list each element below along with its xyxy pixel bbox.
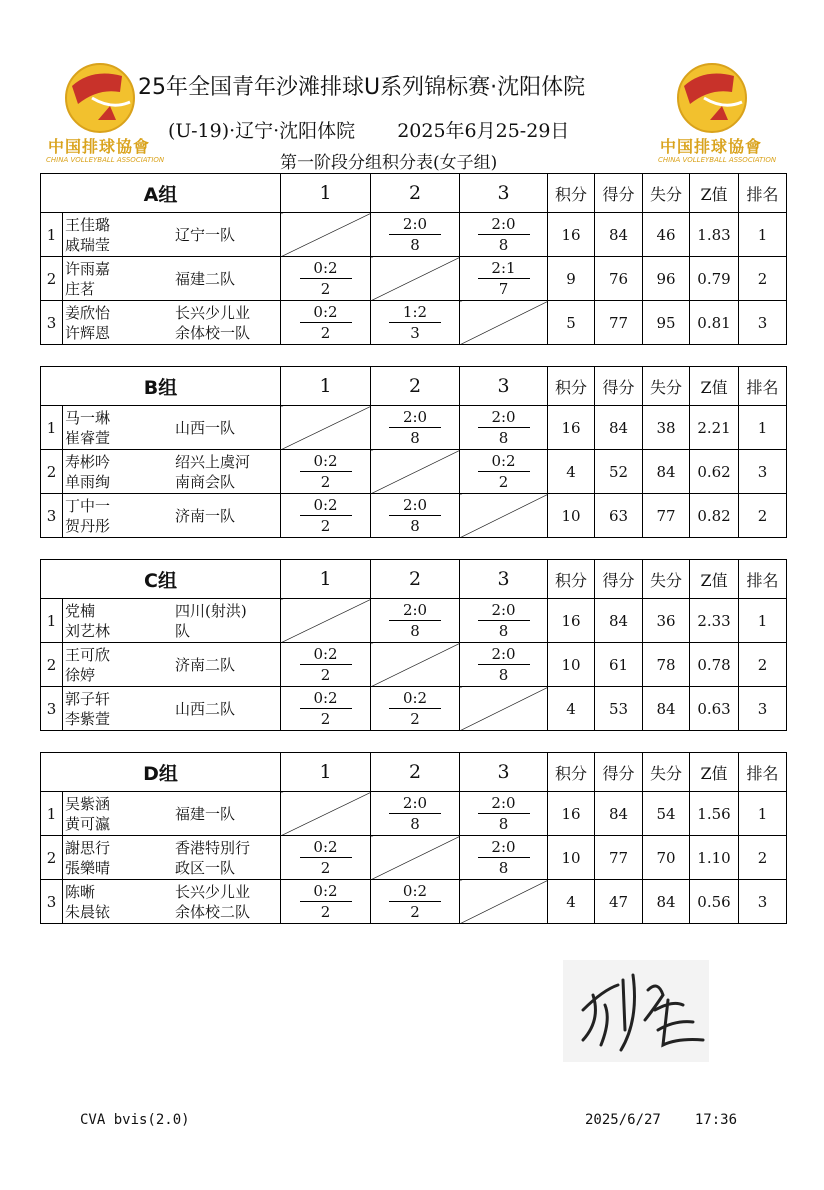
match-result — [371, 301, 460, 345]
z-value: 0.63 — [690, 687, 739, 731]
points-value: 4 — [548, 880, 595, 924]
col-header-2: 2 — [371, 753, 460, 792]
player-name: 謝思行 — [65, 838, 111, 857]
col-header-3: 3 — [460, 174, 548, 213]
z-value: 0.62 — [690, 450, 739, 494]
col-header-points: 积分 — [548, 367, 595, 406]
points-value: 10 — [548, 643, 595, 687]
team-name: 余体校二队 — [175, 902, 251, 921]
rank-value: 3 — [739, 450, 787, 494]
row-number: 3 — [41, 494, 63, 538]
col-header-3: 3 — [460, 560, 548, 599]
won-value: 84 — [595, 599, 643, 643]
group-name: C组 — [41, 560, 281, 599]
match-points: 2 — [320, 324, 331, 342]
group-table — [40, 752, 787, 924]
team-name: 绍兴上虞河 — [175, 452, 251, 471]
match-score: 0:2 — [478, 452, 530, 472]
team-name: 济南二队 — [175, 655, 236, 674]
team-name: 队 — [175, 621, 191, 640]
table-row — [41, 836, 787, 880]
col-header-won: 得分 — [595, 367, 643, 406]
table-row — [41, 450, 787, 494]
match-points: 2 — [320, 517, 331, 535]
col-header-3: 3 — [460, 367, 548, 406]
match-score: 0:2 — [300, 303, 352, 323]
team-name: 福建一队 — [175, 804, 236, 823]
match-score: 0:2 — [300, 689, 352, 709]
self-match-cell — [281, 406, 371, 450]
col-header-1: 1 — [281, 753, 371, 792]
col-header-points: 积分 — [548, 753, 595, 792]
col-header-rank: 排名 — [739, 367, 787, 406]
group-name: B组 — [41, 367, 281, 406]
col-header-rank: 排名 — [739, 753, 787, 792]
lost-value: 54 — [643, 792, 690, 836]
match-points: 2 — [320, 903, 331, 921]
won-value: 77 — [595, 836, 643, 880]
page-title-line2 — [168, 116, 569, 143]
player-name: 朱晨铱 — [65, 902, 111, 921]
lost-value: 84 — [643, 880, 690, 924]
match-points: 2 — [320, 710, 331, 728]
player-name: 寿彬吟 — [65, 452, 111, 471]
footer-version: CVA bvis(2.0) — [80, 1112, 190, 1128]
match-score: 0:2 — [389, 882, 441, 902]
team-name: 福建二队 — [175, 269, 236, 288]
team-name: 长兴少儿业 — [175, 882, 251, 901]
match-points: 7 — [498, 280, 509, 298]
row-number: 2 — [41, 643, 63, 687]
match-result — [460, 257, 548, 301]
row-number: 2 — [41, 836, 63, 880]
player-name: 王佳璐 — [65, 215, 111, 234]
player-name: 陈晰 — [65, 882, 96, 901]
match-result — [281, 301, 371, 345]
points-value: 4 — [548, 687, 595, 731]
points-value: 4 — [548, 450, 595, 494]
z-value: 0.78 — [690, 643, 739, 687]
team-cell — [63, 213, 281, 257]
match-result — [371, 599, 460, 643]
table-row — [41, 257, 787, 301]
event-date: 2025年6月25-29日 — [397, 120, 570, 142]
match-result — [460, 450, 548, 494]
team-name: 香港特別行 — [175, 838, 251, 857]
match-points: 8 — [410, 517, 420, 535]
points-value: 16 — [548, 792, 595, 836]
team-cell — [63, 792, 281, 836]
team-cell — [63, 836, 281, 880]
match-score: 0:2 — [300, 645, 352, 665]
player-name: 吴紫涵 — [65, 794, 111, 813]
team-name: 政区一队 — [175, 858, 236, 877]
footer-date: 2025/6/27 — [585, 1112, 661, 1128]
col-header-3: 3 — [460, 753, 548, 792]
match-score: 2:0 — [389, 794, 441, 814]
player-name: 崔睿萱 — [65, 428, 111, 447]
won-value: 52 — [595, 450, 643, 494]
match-score: 2:0 — [478, 838, 530, 858]
rank-value: 1 — [739, 406, 787, 450]
table-row — [41, 213, 787, 257]
table-row — [41, 599, 787, 643]
match-points: 8 — [410, 622, 420, 640]
event-location: (U-19)·辽宁·沈阳体院 — [168, 120, 356, 142]
team-cell — [63, 880, 281, 924]
match-result — [460, 792, 548, 836]
row-number: 3 — [41, 301, 63, 345]
z-value: 1.56 — [690, 792, 739, 836]
team-name: 济南一队 — [175, 506, 236, 525]
match-points: 2 — [498, 473, 509, 491]
match-result — [371, 880, 460, 924]
logo-chinese-text: 中国排球協會 — [660, 137, 763, 156]
match-result — [281, 836, 371, 880]
team-cell — [63, 301, 281, 345]
player-name: 马一琳 — [65, 408, 111, 427]
player-name: 徐婷 — [65, 665, 96, 684]
match-score: 2:0 — [478, 794, 530, 814]
self-match-cell — [371, 257, 460, 301]
group-name: A组 — [41, 174, 281, 213]
z-value: 1.83 — [690, 213, 739, 257]
col-header-lost: 失分 — [643, 367, 690, 406]
lost-value: 36 — [643, 599, 690, 643]
team-cell — [63, 643, 281, 687]
team-cell — [63, 599, 281, 643]
footer-timestamp — [585, 1112, 737, 1128]
self-match-cell — [460, 687, 548, 731]
lost-value: 78 — [643, 643, 690, 687]
match-points: 8 — [498, 429, 509, 447]
match-points: 2 — [320, 473, 331, 491]
match-score: 2:0 — [478, 645, 530, 665]
lost-value: 96 — [643, 257, 690, 301]
points-value: 5 — [548, 301, 595, 345]
col-header-points: 积分 — [548, 560, 595, 599]
match-points: 2 — [410, 903, 420, 921]
won-value: 77 — [595, 301, 643, 345]
match-score: 0:2 — [300, 452, 352, 472]
z-value: 0.81 — [690, 301, 739, 345]
match-points: 8 — [410, 429, 420, 447]
team-cell — [63, 450, 281, 494]
self-match-cell — [281, 599, 371, 643]
group-table — [40, 559, 787, 731]
team-name: 辽宁一队 — [175, 225, 236, 244]
match-points: 8 — [410, 236, 420, 254]
z-value: 2.21 — [690, 406, 739, 450]
match-result — [281, 257, 371, 301]
table-row — [41, 301, 787, 345]
match-points: 3 — [410, 324, 420, 342]
match-result — [371, 494, 460, 538]
lost-value: 84 — [643, 687, 690, 731]
match-result — [371, 406, 460, 450]
match-points: 2 — [320, 280, 331, 298]
match-points: 8 — [498, 815, 509, 833]
match-result — [371, 792, 460, 836]
col-header-rank: 排名 — [739, 560, 787, 599]
points-value: 16 — [548, 599, 595, 643]
page-title: 25年全国青年沙滩排球U系列锦标赛·沈阳体院 — [138, 75, 586, 100]
z-value: 0.79 — [690, 257, 739, 301]
player-name: 许雨嘉 — [65, 259, 111, 278]
lost-value: 38 — [643, 406, 690, 450]
won-value: 84 — [595, 406, 643, 450]
col-header-lost: 失分 — [643, 174, 690, 213]
player-name: 李紫萱 — [65, 709, 111, 728]
match-result — [460, 406, 548, 450]
player-name: 黄可瀛 — [65, 814, 111, 833]
table-row — [41, 687, 787, 731]
group-table — [40, 173, 787, 345]
match-points: 8 — [498, 666, 509, 684]
rank-value: 3 — [739, 687, 787, 731]
col-header-lost: 失分 — [643, 560, 690, 599]
team-cell — [63, 494, 281, 538]
logo-chinese-text: 中国排球協會 — [48, 137, 151, 156]
z-value: 1.10 — [690, 836, 739, 880]
player-name: 郭子轩 — [65, 689, 111, 708]
table-subtitle: 第一阶段分组积分表(女子组) — [280, 153, 498, 173]
table-row — [41, 792, 787, 836]
self-match-cell — [281, 213, 371, 257]
table-row — [41, 643, 787, 687]
row-number: 1 — [41, 599, 63, 643]
match-score: 0:2 — [389, 689, 441, 709]
col-header-z: Z值 — [690, 174, 739, 213]
col-header-z: Z值 — [690, 367, 739, 406]
match-score: 2:0 — [389, 601, 441, 621]
col-header-z: Z值 — [690, 753, 739, 792]
match-result — [460, 599, 548, 643]
player-name: 王可欣 — [65, 645, 111, 664]
player-name: 丁中一 — [65, 496, 111, 515]
won-value: 61 — [595, 643, 643, 687]
z-value: 0.56 — [690, 880, 739, 924]
col-header-2: 2 — [371, 367, 460, 406]
match-result — [460, 836, 548, 880]
match-score: 0:2 — [300, 838, 352, 858]
match-points: 8 — [410, 815, 420, 833]
team-name: 山西一队 — [175, 418, 236, 437]
match-score: 2:0 — [478, 408, 530, 428]
won-value: 76 — [595, 257, 643, 301]
team-name: 四川(射洪) — [175, 601, 247, 620]
rank-value: 1 — [739, 599, 787, 643]
player-name: 張樂晴 — [65, 858, 111, 877]
lost-value: 84 — [643, 450, 690, 494]
rank-value: 2 — [739, 836, 787, 880]
points-value: 16 — [548, 406, 595, 450]
won-value: 84 — [595, 213, 643, 257]
won-value: 84 — [595, 792, 643, 836]
match-points: 2 — [410, 710, 420, 728]
rank-value: 1 — [739, 792, 787, 836]
lost-value: 95 — [643, 301, 690, 345]
z-value: 0.82 — [690, 494, 739, 538]
player-name: 贺丹彤 — [65, 516, 111, 535]
points-value: 10 — [548, 836, 595, 880]
match-score: 2:0 — [389, 215, 441, 235]
won-value: 53 — [595, 687, 643, 731]
row-number: 1 — [41, 792, 63, 836]
player-name: 许辉恩 — [65, 323, 111, 342]
match-result — [371, 687, 460, 731]
match-points: 8 — [498, 622, 509, 640]
row-number: 1 — [41, 213, 63, 257]
footer-time: 17:36 — [694, 1112, 738, 1128]
z-value: 2.33 — [690, 599, 739, 643]
match-points: 2 — [320, 859, 331, 877]
table-row — [41, 880, 787, 924]
lost-value: 70 — [643, 836, 690, 880]
match-score: 0:2 — [300, 259, 352, 279]
signature — [563, 960, 709, 1062]
self-match-cell — [371, 643, 460, 687]
match-score: 0:2 — [300, 496, 352, 516]
match-points: 2 — [320, 666, 331, 684]
lost-value: 77 — [643, 494, 690, 538]
self-match-cell — [371, 450, 460, 494]
points-value: 10 — [548, 494, 595, 538]
rank-value: 3 — [739, 301, 787, 345]
match-score: 2:0 — [478, 215, 530, 235]
col-header-points: 积分 — [548, 174, 595, 213]
team-cell — [63, 257, 281, 301]
row-number: 2 — [41, 257, 63, 301]
match-result — [281, 494, 371, 538]
won-value: 63 — [595, 494, 643, 538]
col-header-rank: 排名 — [739, 174, 787, 213]
player-name: 戚瑞莹 — [65, 235, 111, 254]
rank-value: 2 — [739, 257, 787, 301]
player-name: 刘艺林 — [65, 621, 111, 640]
col-header-won: 得分 — [595, 560, 643, 599]
col-header-won: 得分 — [595, 753, 643, 792]
team-name: 余体校一队 — [175, 323, 251, 342]
match-score: 2:1 — [478, 259, 530, 279]
won-value: 47 — [595, 880, 643, 924]
lost-value: 46 — [643, 213, 690, 257]
team-name: 山西二队 — [175, 699, 236, 718]
match-result — [460, 643, 548, 687]
player-name: 庄茗 — [65, 279, 96, 298]
rank-value: 1 — [739, 213, 787, 257]
match-points: 8 — [498, 236, 509, 254]
col-header-lost: 失分 — [643, 753, 690, 792]
col-header-1: 1 — [281, 560, 371, 599]
self-match-cell — [371, 836, 460, 880]
table-row — [41, 406, 787, 450]
col-header-2: 2 — [371, 174, 460, 213]
points-value: 16 — [548, 213, 595, 257]
group-name: D组 — [41, 753, 281, 792]
self-match-cell — [460, 494, 548, 538]
rank-value: 2 — [739, 494, 787, 538]
match-points: 8 — [498, 859, 509, 877]
team-name: 长兴少儿业 — [175, 303, 251, 322]
col-header-won: 得分 — [595, 174, 643, 213]
points-value: 9 — [548, 257, 595, 301]
col-header-1: 1 — [281, 367, 371, 406]
team-cell — [63, 687, 281, 731]
team-cell — [63, 406, 281, 450]
self-match-cell — [460, 301, 548, 345]
table-row — [41, 494, 787, 538]
match-score: 2:0 — [478, 601, 530, 621]
player-name: 单雨绚 — [65, 472, 111, 491]
col-header-z: Z值 — [690, 560, 739, 599]
match-score: 2:0 — [389, 496, 441, 516]
row-number: 3 — [41, 687, 63, 731]
self-match-cell — [281, 792, 371, 836]
logo-english-text: CHINA VOLLEYBALL ASSOCIATION — [46, 156, 165, 164]
match-score: 1:2 — [389, 303, 441, 323]
match-result — [281, 687, 371, 731]
match-result — [281, 643, 371, 687]
match-result — [371, 213, 460, 257]
col-header-1: 1 — [281, 174, 371, 213]
player-name: 党楠 — [65, 601, 96, 620]
match-result — [281, 880, 371, 924]
team-name: 南商会队 — [175, 472, 236, 491]
col-header-2: 2 — [371, 560, 460, 599]
row-number: 1 — [41, 406, 63, 450]
group-table — [40, 366, 787, 538]
match-result — [281, 450, 371, 494]
logo-english-text: CHINA VOLLEYBALL ASSOCIATION — [658, 156, 777, 164]
rank-value: 3 — [739, 880, 787, 924]
match-result — [460, 213, 548, 257]
rank-value: 2 — [739, 643, 787, 687]
row-number: 2 — [41, 450, 63, 494]
self-match-cell — [460, 880, 548, 924]
match-score: 2:0 — [389, 408, 441, 428]
player-name: 姜欣怡 — [65, 303, 111, 322]
match-score: 0:2 — [300, 882, 352, 902]
row-number: 3 — [41, 880, 63, 924]
